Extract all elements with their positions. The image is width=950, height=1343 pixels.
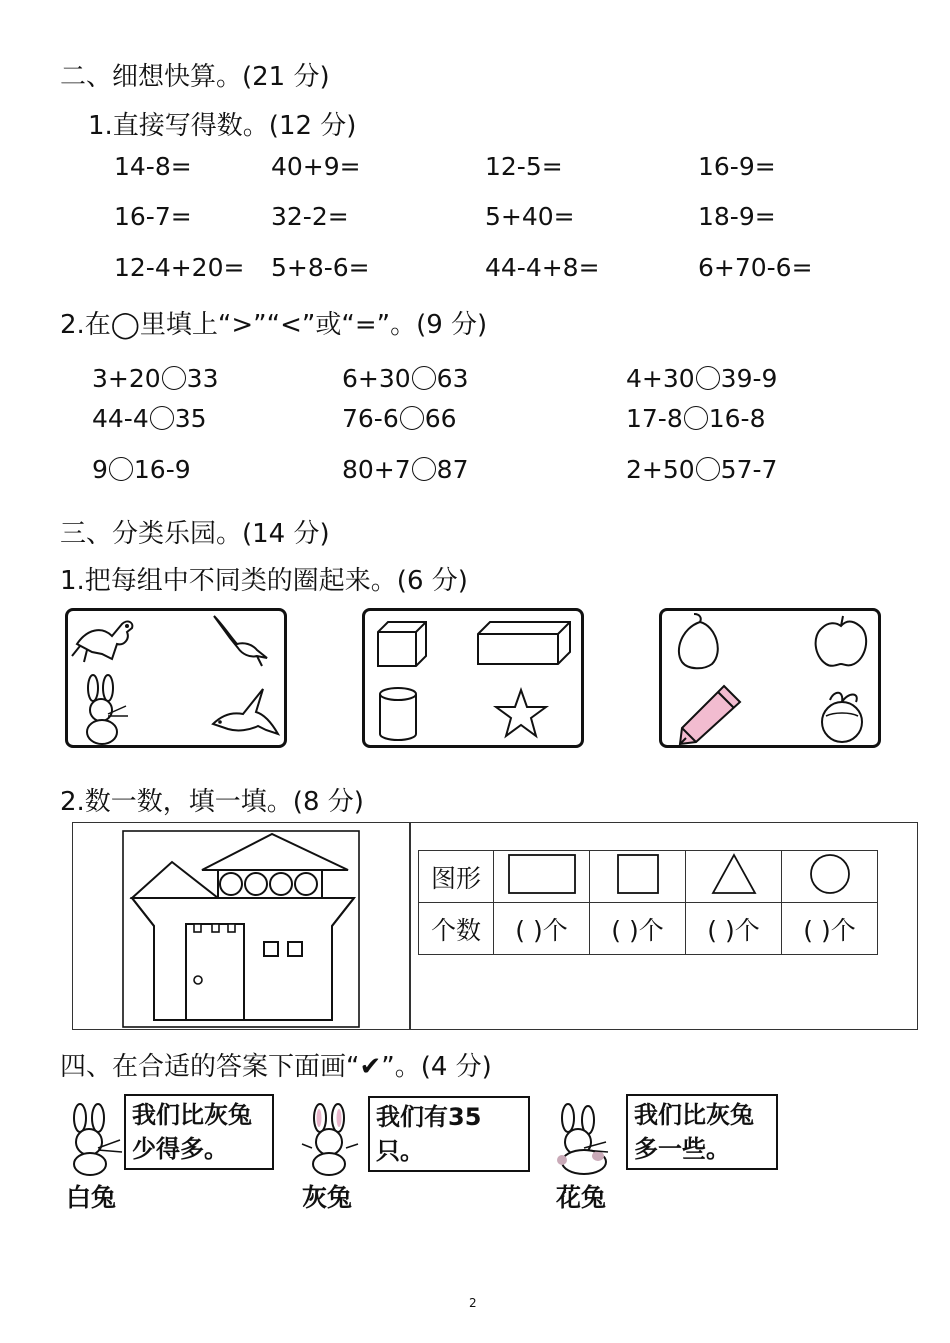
speech-bubble-white: 我们比灰兔 少得多。 — [124, 1094, 274, 1170]
compare-item: 6+30 63 — [342, 364, 469, 393]
count-blank[interactable]: ( )个 — [494, 903, 590, 955]
shape-header: 图形 — [419, 851, 494, 903]
answer-circle[interactable] — [109, 457, 133, 481]
calc-item: 12-5= — [485, 152, 563, 181]
circle-icon — [811, 855, 849, 893]
seagull-icon — [212, 614, 272, 669]
speech-bubble-spotted: 我们比灰兔 多一些。 — [626, 1094, 778, 1170]
answer-circle[interactable] — [684, 406, 708, 430]
compare-item: 80+7 87 — [342, 455, 469, 484]
rabbit-name: 花兔 — [556, 1183, 607, 1212]
q1-title: 1.直接写得数。(12 分) — [88, 111, 357, 141]
speech-bubble-gray: 我们有35只。 — [368, 1096, 530, 1172]
calc-item: 32-2= — [271, 202, 349, 231]
spotted-rabbit-icon — [548, 1104, 618, 1176]
calc-item: 6+70-6= — [698, 253, 813, 282]
orange-icon — [810, 688, 874, 744]
pencil-icon — [676, 684, 742, 746]
pear-icon — [676, 612, 724, 670]
count-divider — [409, 822, 411, 1030]
section3-title: 三、分类乐园。(14 分) — [60, 519, 330, 549]
count-blank[interactable]: ( )个 — [782, 903, 878, 955]
calc-item: 14-8= — [114, 152, 192, 181]
cuboid-icon — [476, 620, 572, 668]
rabbit-icon — [78, 676, 133, 746]
count-label: 个数 — [419, 903, 494, 955]
calc-item: 12-4+20= — [114, 253, 245, 282]
compare-item: 44-4 35 — [92, 404, 207, 433]
triangle-icon — [713, 855, 755, 893]
count-blank[interactable]: ( )个 — [590, 903, 686, 955]
compare-item: 76-6 66 — [342, 404, 457, 433]
calc-item: 44-4+8= — [485, 253, 600, 282]
s3-q2-title: 2.数一数，填一填。(8 分) — [60, 787, 364, 817]
swallow-icon — [208, 684, 283, 739]
compare-item: 9 16-9 — [92, 455, 191, 484]
count-table — [418, 850, 878, 955]
white-rabbit-icon — [64, 1104, 124, 1176]
apple-icon — [814, 614, 868, 668]
q2-title: 2.在◯里填上“>”“<”或“=”。(9 分) — [60, 310, 488, 340]
section4-title: 四、在合适的答案下面画“✔”。(4 分) — [60, 1052, 492, 1082]
calc-item: 16-9= — [698, 152, 776, 181]
page-number: 2 — [469, 1296, 477, 1310]
answer-circle[interactable] — [412, 366, 436, 390]
house-figure — [122, 830, 360, 1028]
compare-item: 3+20 33 — [92, 364, 219, 393]
count-blank[interactable]: ( )个 — [686, 903, 782, 955]
rectangle-icon — [509, 855, 575, 893]
rabbit-name: 白兔 — [66, 1183, 117, 1212]
answer-circle[interactable] — [162, 366, 186, 390]
square-cell — [590, 851, 686, 903]
rabbit-name: 灰兔 — [302, 1183, 353, 1212]
calc-item: 5+8-6= — [271, 253, 370, 282]
cube-icon — [376, 620, 428, 668]
cylinder-icon — [378, 686, 418, 742]
calc-item: 40+9= — [271, 152, 361, 181]
rectangle-cell — [494, 851, 590, 903]
answer-circle[interactable] — [400, 406, 424, 430]
compare-item: 17-8 16-8 — [626, 404, 766, 433]
compare-item: 4+30 39-9 — [626, 364, 778, 393]
square-icon — [618, 855, 658, 893]
gray-rabbit-icon — [302, 1104, 362, 1176]
section2-title: 二、细想快算。(21 分) — [60, 62, 330, 92]
calc-item: 16-7= — [114, 202, 192, 231]
bird-icon — [72, 614, 142, 669]
star-icon — [494, 688, 548, 738]
s3-q1-title: 1.把每组中不同类的圈起来。(6 分) — [60, 566, 468, 596]
answer-circle[interactable] — [696, 457, 720, 481]
answer-circle[interactable] — [696, 366, 720, 390]
circle-cell — [782, 851, 878, 903]
calc-item: 5+40= — [485, 202, 575, 231]
answer-circle[interactable] — [412, 457, 436, 481]
compare-item: 2+50 57-7 — [626, 455, 778, 484]
calc-item: 18-9= — [698, 202, 776, 231]
triangle-cell — [686, 851, 782, 903]
answer-circle[interactable] — [150, 406, 174, 430]
